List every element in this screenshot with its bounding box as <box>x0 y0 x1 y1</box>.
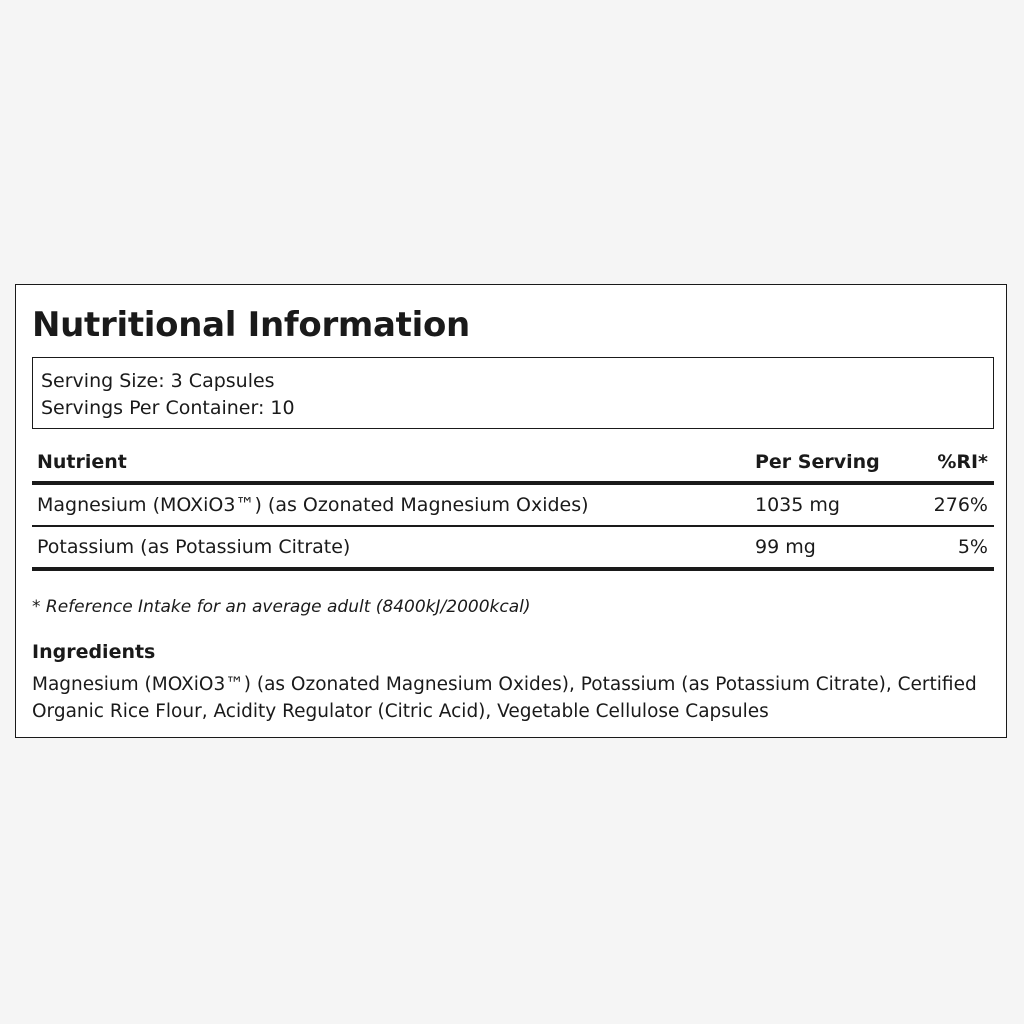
reference-intake-footnote: * Reference Intake for an average adult (8400kJ/2000kcal) <box>32 597 531 617</box>
ingredients-heading: Ingredients <box>32 641 156 663</box>
ri-value: 5% <box>957 535 988 558</box>
per-serving-value: 1035 mg <box>755 494 840 516</box>
nutrient-name: Magnesium (MOXiO3™) (as Ozonated Magnesium Oxides) <box>37 494 589 516</box>
per-serving-value: 99 mg <box>755 535 816 558</box>
column-header-per-serving: Per Serving <box>755 451 880 473</box>
table-row <box>32 485 994 525</box>
nutrient-name: Potassium (as Potassium Citrate) <box>37 535 351 558</box>
ri-value: 276% <box>933 494 988 516</box>
column-header-nutrient: Nutrient <box>37 451 127 473</box>
table-row <box>32 527 994 567</box>
servings-per-container: Servings Per Container: 10 <box>41 397 295 419</box>
column-header-ri: %RI* <box>937 451 988 473</box>
ingredients-list: Magnesium (MOXiO3™) (as Ozonated Magnesium Oxides), Potassium (as Potassium Citrate), Certified Organic Rice Flour, Acidity Regulator (Citric Acid), Vegetable Cellulose Capsules <box>32 674 977 722</box>
nutrient-table <box>32 443 994 571</box>
nutrition-panel <box>15 284 1007 738</box>
table-bottom-divider <box>32 567 994 571</box>
table-header-row <box>32 443 994 481</box>
serving-size: Serving Size: 3 Capsules <box>41 370 275 392</box>
serving-info-box <box>32 357 994 429</box>
page-title: Nutritional Information <box>32 305 470 345</box>
